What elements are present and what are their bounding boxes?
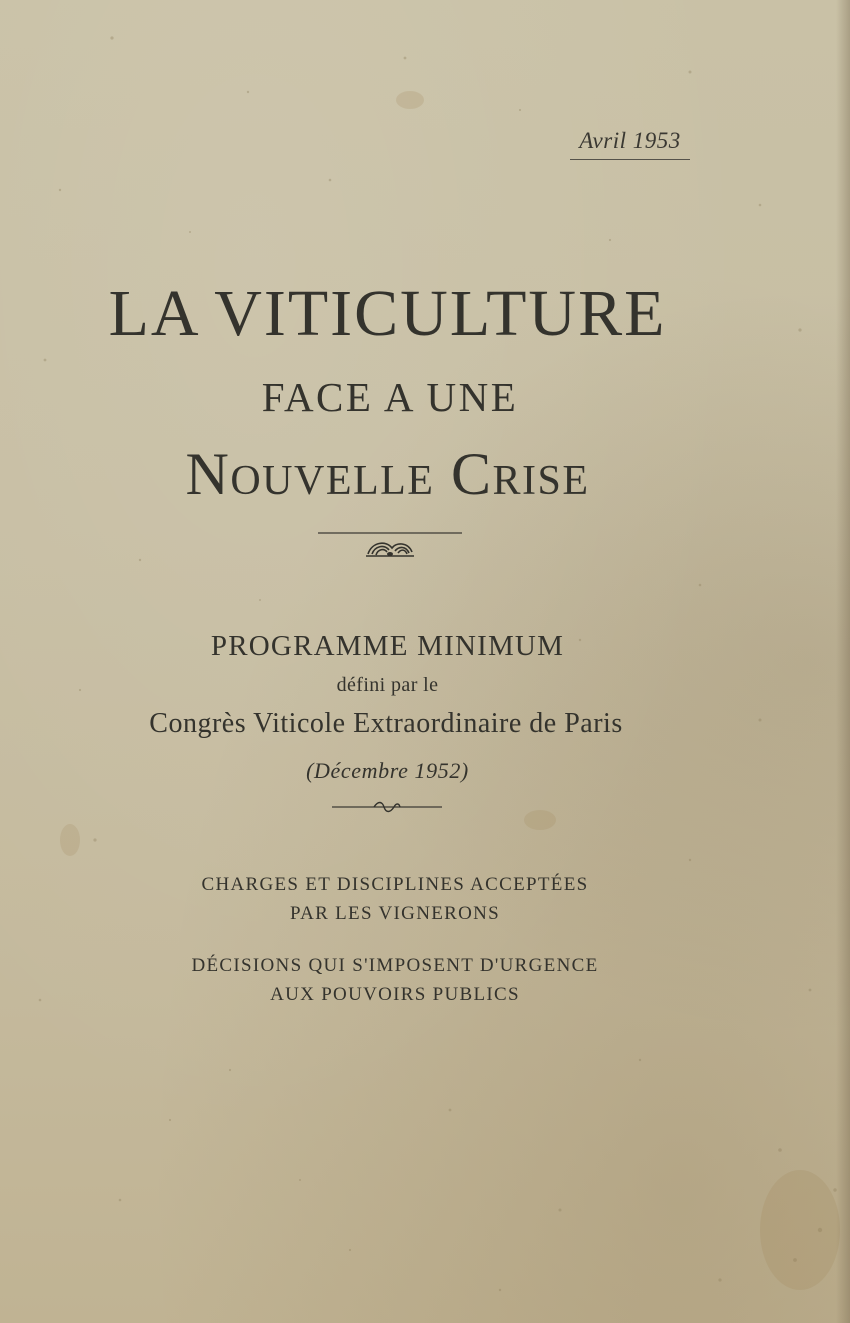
programme-subline-congress: Congrès Viticole Extraordinaire de Paris [149,708,623,739]
main-title-line-1: LA VITICULTURE [108,277,667,350]
shell-ornament [318,530,462,560]
statement-decisions-line-1: DÉCISIONS QUI S'IMPOSENT D'URGENCE [191,955,599,976]
date-underline [570,159,690,160]
programme-subline-date: (Décembre 1952) [306,758,469,783]
programme-heading: PROGRAMME MINIMUM [210,630,565,662]
main-title-line-3: Nouvelle Crise [185,441,590,507]
publication-date: Avril 1953 [579,128,681,153]
divider-ornament [332,798,442,816]
statement-decisions-line-2: AUX POUVOIRS PUBLICS [270,984,520,1005]
main-title-line-2: FACE A UNE [261,374,519,420]
page-edge-shadow [836,0,850,1323]
programme-subline-defined: défini par le [336,674,439,696]
statement-charges-line-2: PAR LES VIGNERONS [289,903,501,924]
statement-charges-line-1: CHARGES ET DISCIPLINES ACCEPTÉES [201,874,589,895]
